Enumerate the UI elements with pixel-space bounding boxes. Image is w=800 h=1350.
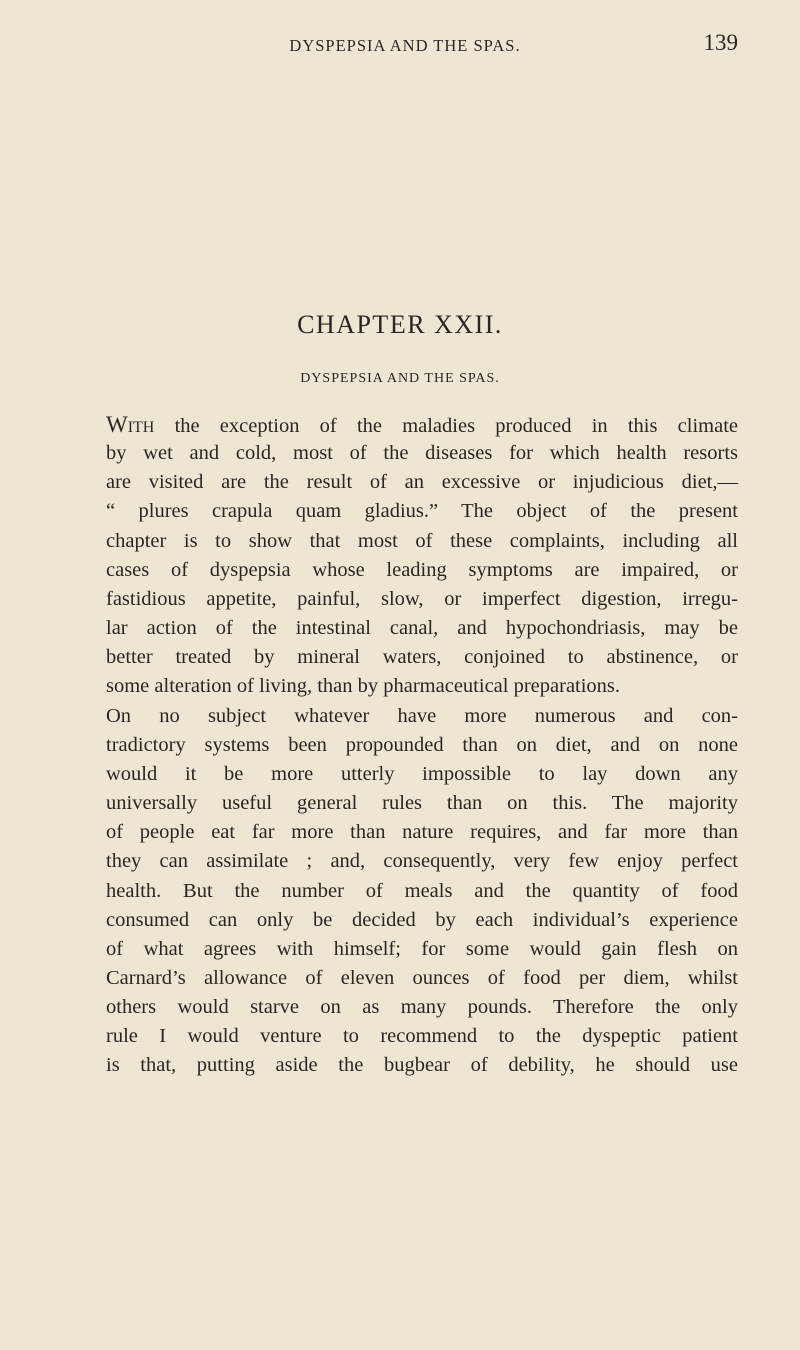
text-line: would it be more utterly impossible to lay down any [106, 762, 738, 785]
text-line: universally useful general rules than on this. The majority [106, 792, 738, 815]
text-line-content: the exception of the maladies produced in this climate [154, 415, 738, 437]
running-head [72, 30, 738, 60]
text-line: lar action of the intestinal canal, and hypochondriasis, may be [106, 617, 738, 640]
text-line: consumed can only be decided by each individual’s experience [106, 908, 738, 931]
text-line: of what agrees with himself; for some would gain flesh on [106, 937, 738, 960]
text-line: others would starve on as many pounds. Therefore the only [106, 996, 738, 1019]
text-line: On no subject whatever have more numerous and con- [106, 704, 738, 727]
page-number: 139 [703, 30, 738, 55]
text-line: fastidious appetite, painful, slow, or imperfect digestion, irregu- [106, 587, 738, 610]
text-line: better treated by mineral waters, conjoined to abstinence, or [106, 646, 738, 669]
text-line: are visited are the result of an excessive or injudicious diet,— [106, 471, 738, 494]
text-line [106, 410, 738, 439]
text-line: Carnard’s allowance of eleven ounces of food per diem, whilst [106, 966, 738, 989]
text-line: chapter is to show that most of these complaints, including all [106, 529, 738, 552]
text-line: by wet and cold, most of the diseases for which health resorts [106, 442, 738, 465]
text-line: is that, putting aside the bugbear of debility, he should use [106, 1054, 738, 1077]
text-line: rule I would venture to recommend to the dyspeptic patient [106, 1025, 738, 1048]
text-line: of people eat far more than nature requires, and far more than [106, 821, 738, 844]
drop-word: With [106, 412, 155, 437]
text-line: health. But the number of meals and the quantity of food [106, 879, 738, 902]
text-line: they can assimilate ; and, consequently, very few enjoy perfect [106, 850, 738, 873]
body-text [106, 410, 738, 1081]
text-line: “ plures crapula quam gladius.” The object of the present [106, 500, 738, 523]
chapter-subtitle: DYSPEPSIA AND THE SPAS. [300, 371, 500, 386]
chapter-title: CHAPTER XXII. [297, 310, 503, 339]
text-line: cases of dyspepsia whose leading symptoms are impaired, or [106, 558, 738, 581]
text-line: some alteration of living, than by pharmaceutical preparations. [106, 675, 621, 698]
text-line: tradictory systems been propounded than on diet, and on none [106, 733, 738, 756]
running-title: DYSPEPSIA AND THE SPAS. [289, 36, 521, 55]
